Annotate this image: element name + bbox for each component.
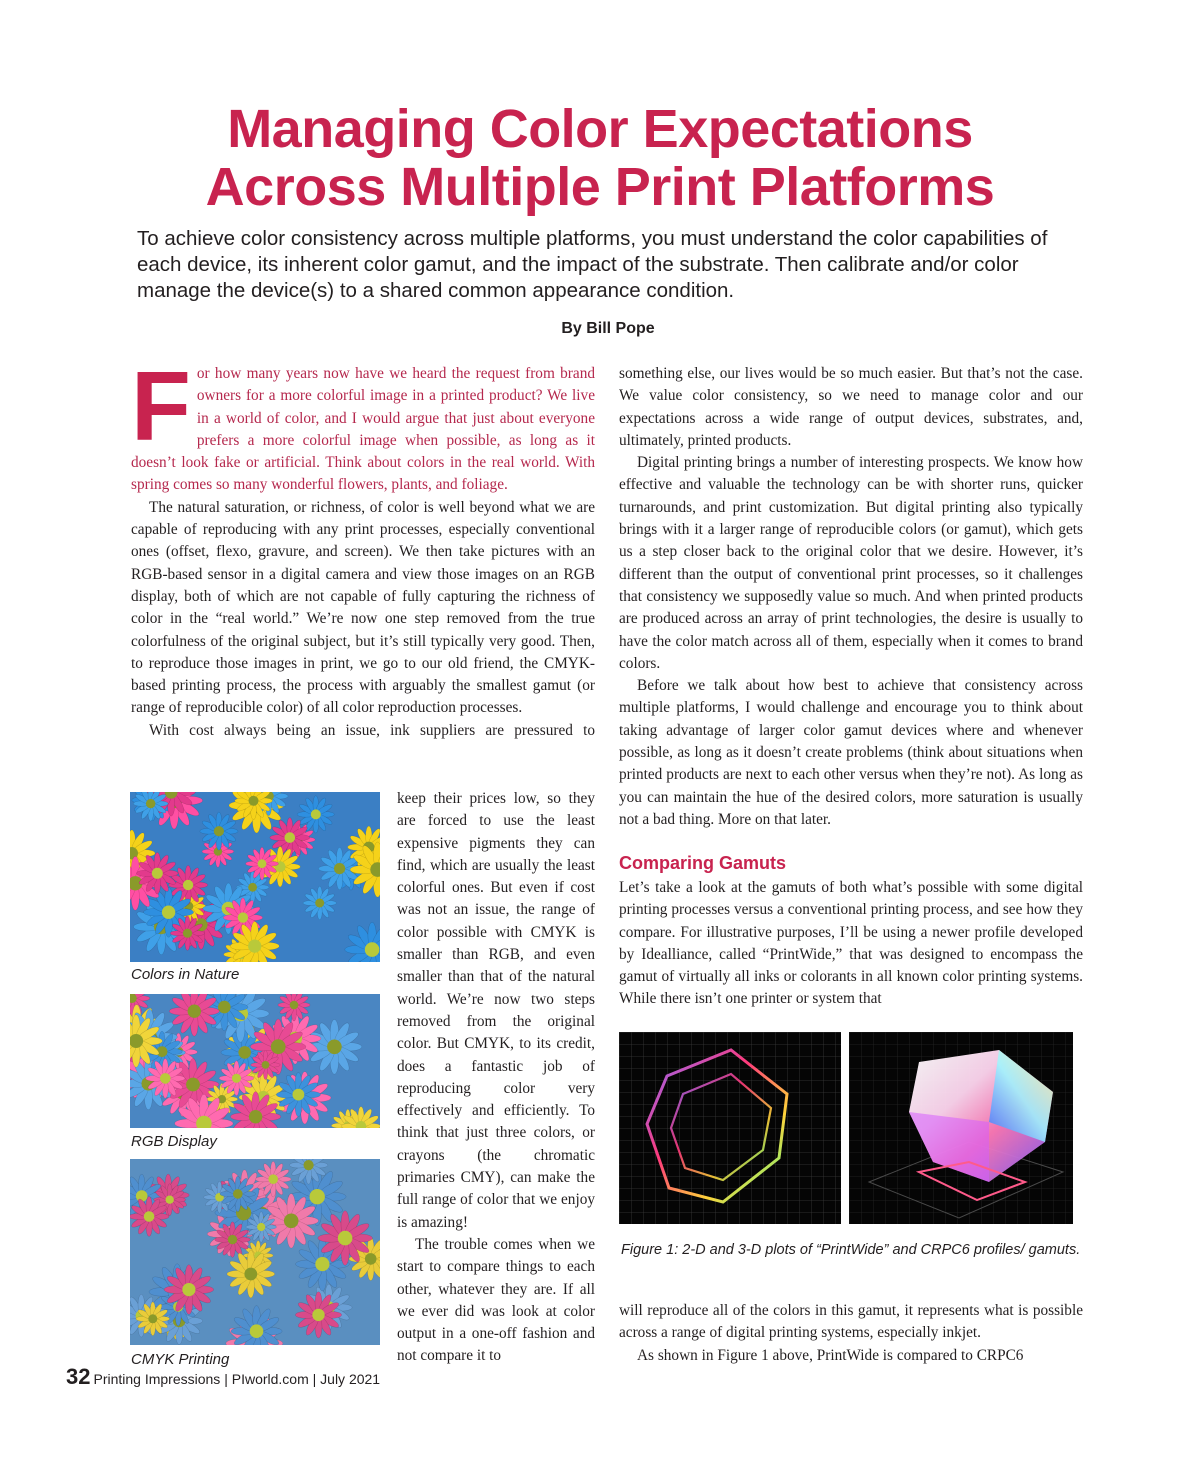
flowers-cmyk-image (130, 1159, 380, 1345)
paragraph-something-else: something else, our lives would be so much easier. But that’s not the case. We value color consistency, so we need to manage color and our expectations across a wide range of output devices, substrates, and, ultimately, printed products. (619, 365, 1083, 449)
drop-cap: F (131, 351, 191, 461)
title-line-2: Across Multiple Print Platforms (205, 157, 995, 217)
lead-paragraph-text: or how many years now have we heard the request from brand owners for a more colorful image in a printed product? We live in a world of color, and I would argue that just about everyone prefers a more colorful image when possible, as long as it doesn’t look fake or artificial. Think about colors in the real world. With spring comes so many wonderful flowers, plants, and foliage. (131, 365, 595, 494)
photo-colors-in-nature (130, 792, 380, 962)
subhead-comparing-gamuts: Comparing Gamuts (619, 853, 787, 873)
gamut-plots-image (619, 1032, 1073, 1224)
column-1-narrow (397, 788, 595, 1368)
paragraph-as-shown: As shown in Figure 1 above, PrintWide is compared to CRPC6 (637, 1346, 1024, 1364)
column-2-bottom (619, 1300, 1083, 1367)
article-deck: To achieve color consistency across multiple platforms, you must understand the color capabilities of each device, its inherent color gamut, and the impact of the substrate. Then calibrate and/or color manage the device(s) to a shared common appearance condition. (137, 227, 1048, 302)
article-title (40, 100, 1160, 216)
title-line-1: Managing Color Expectations (227, 99, 973, 159)
paragraph-cost-continued: keep their prices low, so they are forced to use the least expensive pigments they can find, which are usually the least colorful ones. But even if cost was not an issue, the range of color possible with CMYK is smaller than RGB, and even smaller than that of the natural world. We’re now two steps removed from the original color. But CMYK, to its credit, does a fantastic job of reproducing color very effectively and efficiently. To think that just three colors, or crayons (the chromatic primaries CMY), can make the full range of color that we enjoy is amazing! (397, 790, 595, 1231)
paragraph-digital-printing: Digital printing brings a number of interesting prospects. We know how effective and valuable the technology can be with shorter runs, quicker turnarounds, and print customization. But digital printing also typically brings with it a larger range of reproducible colors (or gamut), which gets us a step closer back to the original color that we desire. However, it’s different than the output of conventional print processes, so it challenges that consistency we supposedly value so much. And when printed products are produced across an array of print technologies, the desire is usually to have the color match across all of them, especially when it comes to brand colors. (619, 454, 1083, 672)
column-2-gamuts (619, 877, 1083, 1011)
page-number: 32 (66, 1364, 91, 1389)
figure-1-caption: Figure 1: 2-D and 3-D plots of “PrintWide” and CRPC6 profiles/ gamuts. (621, 1242, 1081, 1258)
page-footer (66, 1364, 380, 1390)
figure-1 (619, 1032, 1073, 1224)
footer-text: Printing Impressions | PIworld.com | July 2021 (93, 1371, 381, 1387)
column-1-top (131, 351, 595, 742)
lead-paragraph (131, 351, 595, 497)
paragraph-natural-saturation: The natural saturation, or richness, of color is well beyond what we are capable of reproducing with any print processes, especially conventional ones (offset, flexo, gravure, and screen). We then take pictures with an RGB-based sensor in a digital camera and view those images on an RGB display, both of which are not capable of fully capturing the richness of color in the “real world.” We’re now one step removed from the true colorfulness of the original subject, but it’s still typically very good. Then, to reproduce those images in print, we go to our old friend, the CMYK-based printing process, the process with arguably the smallest gamut (or range of reproducible color) of all color reproduction processes. (131, 498, 595, 717)
byline: By Bill Pope (561, 320, 655, 337)
column-2-top (619, 363, 1083, 831)
photo-rgb-display (130, 994, 380, 1128)
paragraph-before-we-talk: Before we talk about how best to achieve that consistency across multiple platforms, I would challenge and encourage you to think about taking advantage of larger color gamut devices where and whenever possible, as long as it doesn’t create problems (think about situations when printed products are next to each other versus when they’re not). As long as you can maintain the hue of the desired colors, more saturation is usually not a bad thing. More on that later. (619, 677, 1083, 828)
paragraph-reproduce-all: will reproduce all of the colors in this gamut, it represents what is possible across a range of digital printing systems, especially inkjet. (619, 1302, 1083, 1342)
paragraph-trouble: The trouble comes when we start to compare things to each other, whatever they are. If all we ever did was look at color output in a one-off fashion and not compare it to (397, 1235, 595, 1365)
caption-cmyk-printing: CMYK Printing (131, 1351, 230, 1368)
paragraph-cost-start: With cost always being an issue, ink suppliers are pressured to (149, 721, 595, 739)
photo-cmyk-printing (130, 1159, 380, 1345)
caption-rgb-display: RGB Display (131, 1133, 217, 1150)
paragraph-gamuts: Let’s take a look at the gamuts of both what’s possible with some digital printing processes versus a conventional printing process, and see how they compare. For illustrative purposes, I’ll be using a newer profile developed by Idealliance, called “PrintWide,” that was designed to encompass the gamut of virtually all inks or colorants in all known color printing systems. While there isn’t one printer or system that (619, 879, 1083, 1008)
flowers-nature-image (130, 792, 380, 962)
caption-colors-in-nature: Colors in Nature (131, 966, 240, 983)
flowers-rgb-image (130, 994, 380, 1128)
